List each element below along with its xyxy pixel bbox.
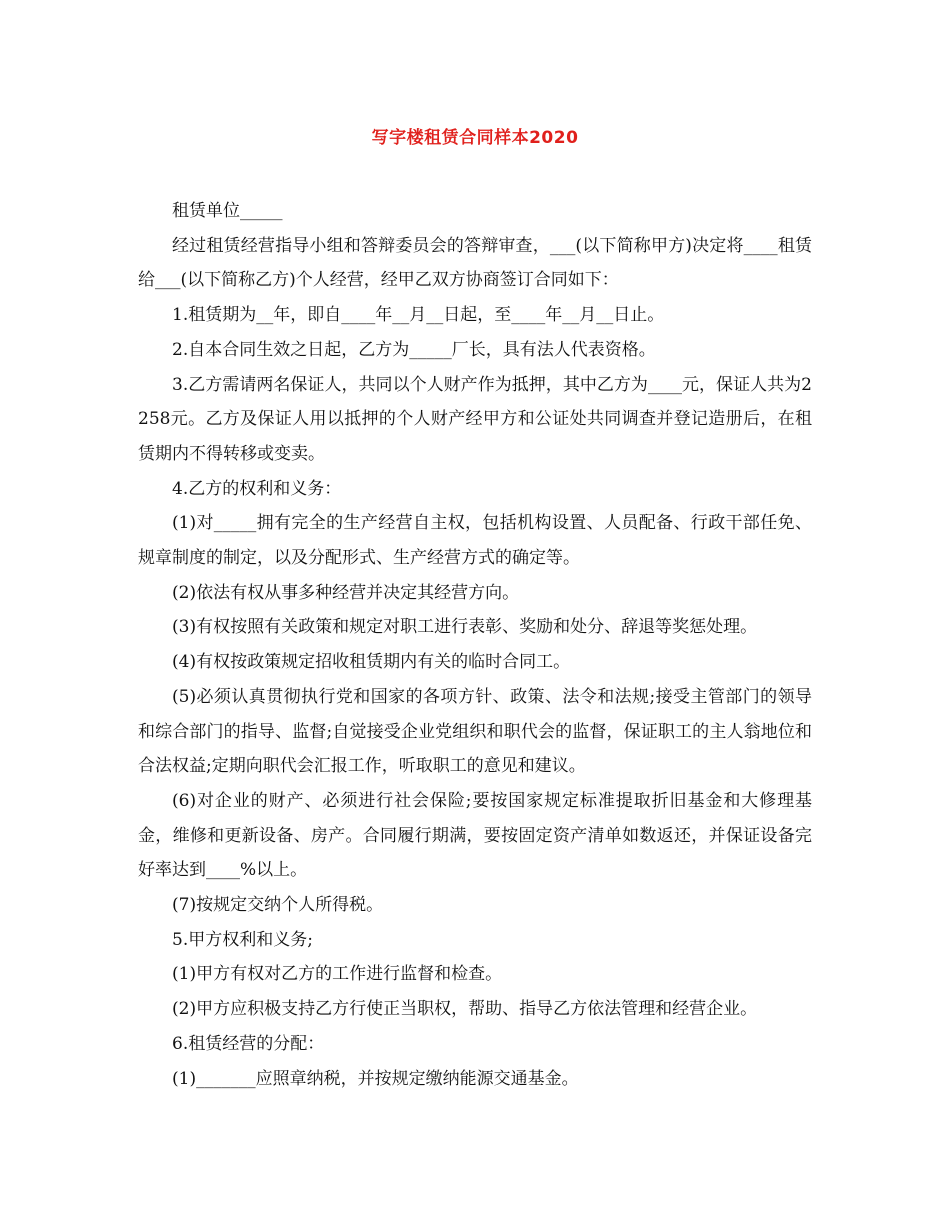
paragraph-distribution-heading: 6.租赁经营的分配：: [172, 1033, 325, 1054]
paragraph-party-b-rights-heading: 4.乙方的权利和义务：: [172, 478, 342, 499]
paragraph-lease-term: 1.租赁期为__年，即自____年__月__日起，至____年__月__日止。: [172, 305, 665, 326]
paragraph-lessor-unit: 租赁单位_____: [172, 201, 283, 221]
paragraph-legal-representative: 2.自本合同生效之日起，乙方为_____厂长，具有法人代表资格。: [172, 339, 656, 360]
paragraph-party-b-item-1: (1)对_____拥有完全的生产经营自主权，包括机构设置、人员配备、行政干部任免、规章制度的制定，以及分配形式、生产经营方式的确定等。: [138, 513, 812, 569]
paragraph-party-b-item-3: (3)有权按照有关政策和规定对职工进行表彰、奖励和处分、辞退等奖惩处理。: [172, 617, 758, 638]
paragraph-party-a-item-2: (2)甲方应积极支持乙方行使正当职权，帮助、指导乙方依法管理和经营企业。: [172, 999, 758, 1020]
paragraph-party-a-item-1: (1)甲方有权对乙方的工作进行监督和检查。: [172, 964, 503, 985]
paragraph-party-b-item-4: (4)有权按政策规定招收租赁期内有关的临时合同工。: [172, 652, 571, 673]
paragraph-party-b-item-6: (6)对企业的财产、必须进行社会保险;要按国家规定标准提取折旧基金和大修理基金，维修和更新设备、房产。合同履行期满，要按固定资产清单如数返还，并保证设备完好率达到____%以上。: [138, 790, 812, 881]
paragraph-guarantors: 3.乙方需请两名保证人，共同以个人财产作为抵押，其中乙方为____元，保证人共为2258元。乙方及保证人用以抵押的个人财产经甲方和公证处共同调查并登记造册后，在租赁期内不得转移或变卖。: [138, 374, 812, 464]
paragraph-party-b-item-5: (5)必须认真贯彻执行党和国家的各项方针、政策、法令和法规;接受主管部门的领导和综合部门的指导、监督;自觉接受企业党组织和职代会的监督，保证职工的主人翁地位和合法权益;定期向职代会汇报工作，听取职工的意见和建议。: [138, 686, 812, 777]
document-title: 写字楼租赁合同样本2020: [371, 128, 579, 148]
paragraph-party-b-item-2: (2)依法有权从事多种经营并决定其经营方向。: [172, 582, 520, 603]
paragraph-preamble: 经过租赁经营指导小组和答辩委员会的答辩审查，___(以下简称甲方)决定将____租赁给___(以下简称乙方)个人经营，经甲乙双方协商签订合同如下：: [138, 235, 812, 291]
paragraph-party-b-item-7: (7)按规定交纳个人所得税。: [172, 895, 384, 916]
paragraph-distribution-item-1: (1)_______应照章纳税，并按规定缴纳能源交通基金。: [172, 1068, 579, 1089]
document-body: [138, 194, 812, 1096]
paragraph-party-a-rights-heading: 5.甲方权利和义务;: [172, 929, 313, 950]
